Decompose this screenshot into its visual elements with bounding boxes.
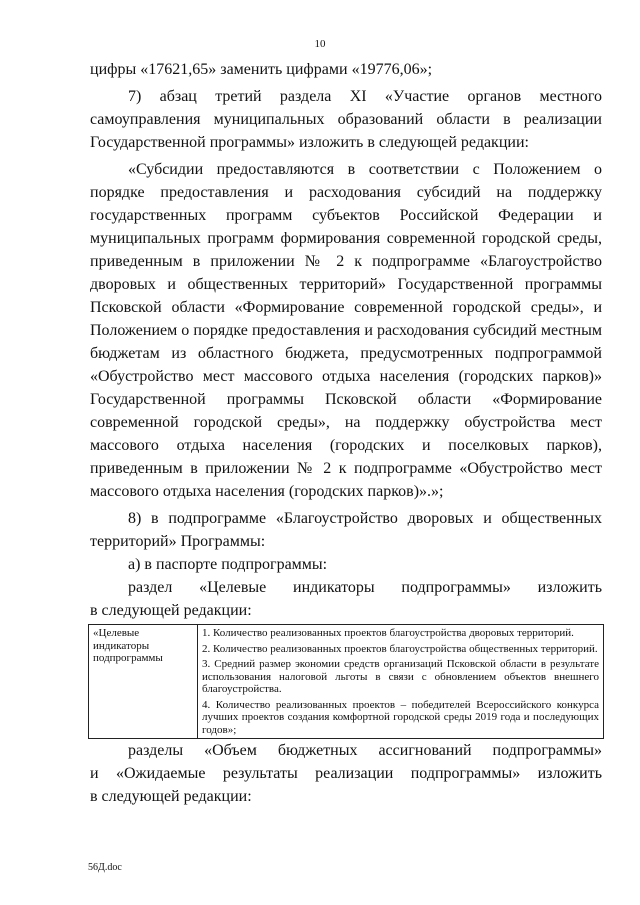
paragraph-figures-replace: цифры «17621,65» заменить цифрами «19776,06»; [90,61,433,78]
paragraph-sections-budget-line3: в следующей редакции: [90,788,252,805]
paragraph-sections-budget-line1: разделы «Объем бюджетных ассигнований подпрограммы» [128,742,602,759]
document-body [90,58,602,808]
table-row [89,625,604,739]
indicator-item: 3. Средний размер экономии средств организаций Псковской области в результате использования налоговой льготы в связи с обновлением объектов внешнего благоустройства. [202,658,599,695]
paragraph-section-indicators-line2: в следующей редакции: [90,602,252,619]
indicator-item: 1. Количество реализованных проектов благоустройства дворовых территорий. [202,627,574,639]
indicator-item: 4. Количество реализованных проектов – победителей Всероссийского конкурса лучших проектов создания комфортной городской среды 2019 года и последующих годов»; [202,698,599,736]
paragraph-item-7: 7) абзац третий раздела XI «Участие органов местного самоуправления муниципальных образований области в реализации Государственной программы» изложить в следующей редакции: [90,88,602,151]
indicator-item: 2. Количество реализованных проектов благоустройства общественных территорий. [202,642,598,655]
footer-file-name: 56Д.doc [88,862,122,873]
paragraph-subsidies-quote: «Субсидии предоставляются в соответствии с Положением о порядке предоставления и расходования субсидий на поддержку государственных программ субъектов Российской Федерации и муниципальных программ формирования современной городской среды, приведенным в приложении № 2 к подпрограмме «Благоустройство дворовых и общественных территорий» Государственной программы Псковской области «Формирование современной городской среды», и Положением о порядке предоставления и расходования субсидий местным бюджетам из областного бюджета, предусмотренных подпрограммой «Обустройство мест массового отдыха населения (городских парков)» Государственной программы Псковской области «Формирование современной городской среды», на поддержку обустройства мест массового отдыха населения (городских и поселковых парков), приведенным в приложении № 2 к подпрограмме «Обустройство мест массового отдыха населения (городских парков)».»; [90,161,602,500]
paragraph-section-indicators-line1: раздел «Целевые индикаторы подпрограммы» изложить [128,579,602,596]
indicators-items-cell [198,625,604,739]
paragraph-item-8: 8) в подпрограмме «Благоустройство дворовых и общественных территорий» Программы: [90,510,602,550]
paragraph-subitem-a: а) в паспорте подпрограммы: [128,556,328,573]
page-number: 10 [314,38,326,50]
paragraph-sections-budget-line2: и «Ожидаемые результаты реализации подпрограммы» изложить [90,765,602,782]
indicators-table [88,624,604,739]
indicators-label-cell: «Целевые индикаторы подпрограммы [89,625,198,739]
